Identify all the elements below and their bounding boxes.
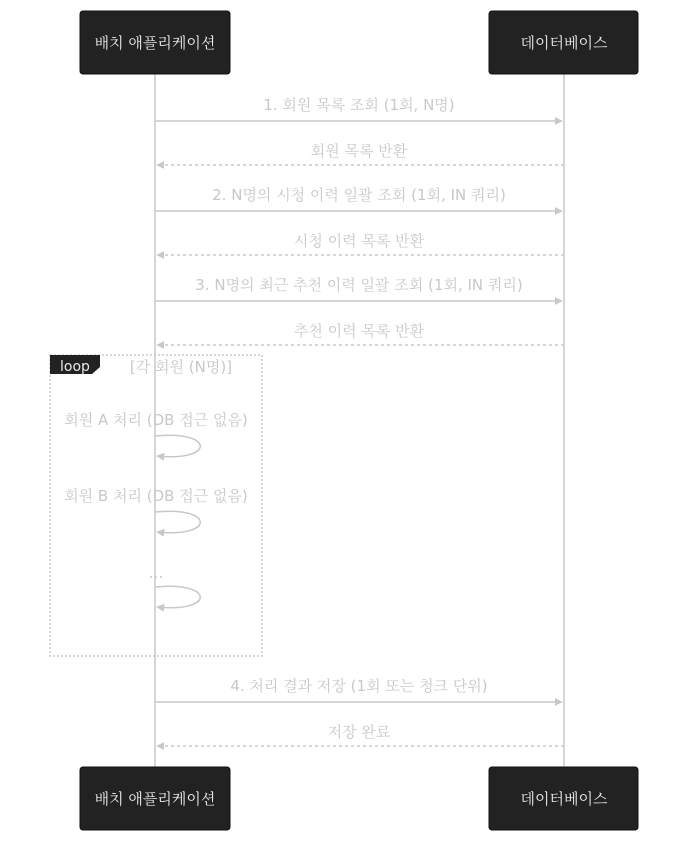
message-3-label: 2. N명의 시청 이력 일괄 조회 (1회, IN 쿼리) (212, 186, 506, 204)
db-actor-top (489, 11, 638, 74)
self-message-2 (64, 487, 248, 533)
db-actor-bottom-label: 데이터베이스 (520, 790, 608, 808)
app-actor-bottom-label: 배치 애플리케이션 (94, 790, 216, 808)
self-message-2-arrow (155, 511, 200, 533)
loop-condition: [각 회원 (N명)] (129, 358, 233, 376)
self-message-3-label: ... (148, 564, 164, 582)
message-5-label: 3. N명의 최근 추천 이력 일괄 조회 (1회, IN 쿼리) (195, 276, 523, 294)
message-7 (155, 677, 562, 702)
loop-tag-label: loop (60, 359, 90, 375)
message-2-label: 회원 목록 반환 (310, 142, 408, 160)
message-6-label: 추천 이력 목록 반환 (293, 322, 425, 340)
message-6 (157, 322, 564, 345)
message-7-label: 4. 처리 결과 저장 (1회 또는 청크 단위) (230, 677, 488, 695)
message-8 (157, 723, 564, 746)
db-actor-top-label: 데이터베이스 (520, 34, 608, 52)
message-4 (157, 232, 564, 255)
self-message-1-arrow (155, 435, 200, 457)
app-actor-bottom (80, 767, 230, 830)
message-3 (155, 186, 562, 211)
loop-frame (50, 355, 262, 656)
app-actor-top (80, 11, 230, 74)
self-message-1 (64, 411, 248, 457)
self-message-2-label: 회원 B 처리 (DB 접근 없음) (64, 487, 248, 505)
message-8-label: 저장 완료 (327, 723, 391, 741)
db-actor-bottom (489, 767, 638, 830)
self-message-1-label: 회원 A 처리 (DB 접근 없음) (64, 411, 248, 429)
message-1 (155, 96, 562, 121)
message-4-label: 시청 이력 목록 반환 (293, 232, 425, 250)
message-2 (157, 142, 564, 165)
message-1-label: 1. 회원 목록 조회 (1회, N명) (263, 96, 455, 114)
self-message-3-arrow (155, 586, 200, 608)
self-message-3 (149, 564, 200, 608)
app-actor-top-label: 배치 애플리케이션 (94, 34, 216, 52)
message-5 (155, 276, 562, 301)
